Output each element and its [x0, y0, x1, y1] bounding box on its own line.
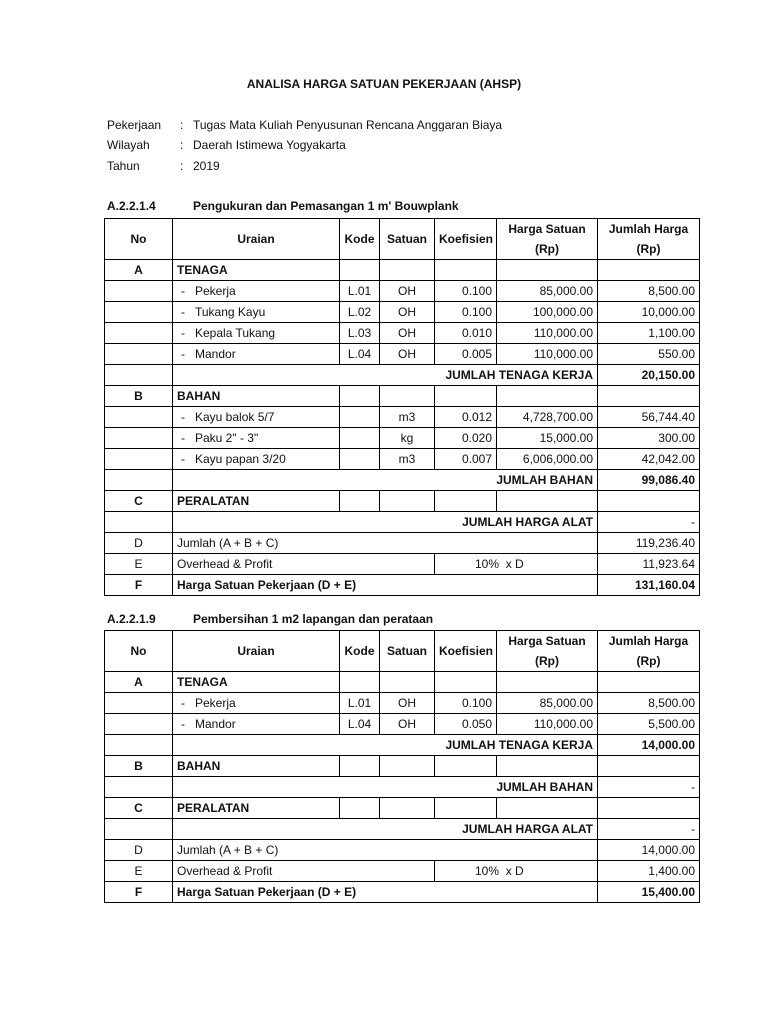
table-cell — [435, 756, 497, 777]
table-cell — [105, 407, 173, 428]
table-cell: Paku 2" - 3" — [195, 431, 259, 445]
table-cell: 0.020 — [435, 428, 497, 449]
meta-label: Pekerjaan — [107, 118, 162, 132]
table-cell: OH — [380, 693, 435, 714]
table-cell: JUMLAH HARGA ALAT — [173, 819, 598, 840]
table-row — [105, 449, 700, 470]
table-cell: TENAGA — [173, 672, 340, 693]
table-cell: 0.100 — [435, 693, 497, 714]
table-cell — [380, 672, 435, 693]
table-cell: 0.010 — [435, 323, 497, 344]
table-cell: C — [105, 491, 173, 512]
table-cell: OH — [380, 714, 435, 735]
table-cell: 100,000.00 — [497, 302, 598, 323]
table-cell — [435, 260, 497, 281]
table-cell: 11,923.64 — [598, 554, 700, 575]
table-cell: Mandor — [195, 717, 236, 731]
table-cell: L.02 — [340, 302, 380, 323]
table-cell: 1,400.00 — [598, 861, 700, 882]
page-title: ANALISA HARGA SATUAN PEKERJAAN (AHSP) — [246, 77, 522, 91]
table-cell — [497, 756, 598, 777]
table-cell — [380, 756, 435, 777]
table-cell: D — [105, 840, 173, 861]
section-name: Pengukuran dan Pemasangan 1 m' Bouwplank — [193, 199, 459, 213]
table-cell: Kayu balok 5/7 — [195, 410, 275, 424]
table-cell — [497, 798, 598, 819]
table-cell: Harga Satuan — [508, 634, 586, 648]
table-cell: 300.00 — [598, 428, 700, 449]
table-cell: 15,000.00 — [497, 428, 598, 449]
table-cell — [340, 672, 380, 693]
subtotal-row-alat — [105, 819, 700, 840]
group-row-peralatan — [105, 491, 700, 512]
table-cell — [105, 302, 173, 323]
table-cell: Jumlah Harga — [608, 222, 689, 236]
table-cell — [173, 428, 340, 449]
table-cell: 0.012 — [435, 407, 497, 428]
col-jumlah-harga — [598, 219, 700, 260]
table-cell: - — [181, 452, 185, 466]
table-cell: E — [105, 861, 173, 882]
table-cell: L.01 — [340, 281, 380, 302]
table-cell — [105, 470, 173, 491]
table-cell: Pekerja — [195, 696, 236, 710]
table-cell: - — [598, 777, 700, 798]
table-cell: 10,000.00 — [598, 302, 700, 323]
table-cell: Tukang Kayu — [195, 305, 266, 319]
meta-label: Wilayah — [107, 138, 150, 152]
table-cell: 85,000.00 — [497, 693, 598, 714]
table-cell: OH — [380, 281, 435, 302]
section-name: Pembersihan 1 m2 lapangan dan perataan — [193, 612, 434, 626]
table-cell: B — [105, 386, 173, 407]
table-cell: PERALATAN — [173, 798, 340, 819]
table-cell: - — [181, 305, 185, 319]
table-cell: 1,100.00 — [598, 323, 700, 344]
table-cell: 14,000.00 — [598, 840, 700, 861]
table-cell: OH — [380, 323, 435, 344]
total-row-d — [105, 533, 700, 554]
table-cell — [340, 449, 380, 470]
table-cell: A — [105, 260, 173, 281]
table-cell: (Rp) — [535, 242, 559, 256]
table-cell: Harga Satuan — [508, 222, 586, 236]
meta-sep: : — [180, 138, 184, 152]
table-cell: 6,006,000.00 — [497, 449, 598, 470]
meta-value: 2019 — [193, 159, 220, 173]
table-cell: OH — [380, 344, 435, 365]
table-cell: 42,042.00 — [598, 449, 700, 470]
group-row-peralatan — [105, 798, 700, 819]
col-kode: Kode — [340, 219, 380, 260]
col-koefisien: Koefisien — [435, 631, 497, 672]
table-cell — [173, 449, 340, 470]
table-cell: JUMLAH TENAGA KERJA — [173, 735, 598, 756]
table-cell: Overhead & Profit — [173, 861, 435, 882]
group-row-bahan — [105, 386, 700, 407]
table-cell — [435, 672, 497, 693]
table-cell — [173, 323, 340, 344]
table-cell: 15,400.00 — [598, 882, 700, 903]
total-row-f — [105, 882, 700, 903]
meta-value: Tugas Mata Kuliah Penyusunan Rencana Anggaran Biaya — [193, 118, 503, 132]
table-cell: x D — [505, 557, 524, 571]
col-harga-satuan — [497, 631, 598, 672]
table-cell: B — [105, 756, 173, 777]
table-cell: - — [181, 410, 185, 424]
table-cell — [340, 260, 380, 281]
table-cell: - — [181, 347, 185, 361]
table-cell — [435, 491, 497, 512]
table-cell — [340, 386, 380, 407]
table-cell — [105, 693, 173, 714]
table-cell: JUMLAH TENAGA KERJA — [173, 365, 598, 386]
table-cell — [340, 491, 380, 512]
table-cell: D — [105, 533, 173, 554]
table-cell: JUMLAH HARGA ALAT — [173, 512, 598, 533]
table-cell — [105, 714, 173, 735]
col-uraian: Uraian — [173, 631, 340, 672]
table-cell: 8,500.00 — [598, 693, 700, 714]
table-cell — [497, 672, 598, 693]
table-row — [105, 323, 700, 344]
table-cell: Harga Satuan Pekerjaan (D + E) — [173, 575, 598, 596]
table-cell — [380, 386, 435, 407]
table-cell: Harga Satuan Pekerjaan (D + E) — [173, 882, 598, 903]
table-cell: Jumlah Harga — [608, 634, 689, 648]
table-cell — [380, 798, 435, 819]
ahsp-table-2 — [104, 630, 700, 903]
table-cell: 110,000.00 — [497, 323, 598, 344]
table-cell: 99,086.40 — [598, 470, 700, 491]
table-cell — [340, 428, 380, 449]
table-cell — [380, 260, 435, 281]
table-cell: m3 — [380, 407, 435, 428]
table-header-row — [105, 219, 700, 260]
table-cell — [598, 756, 700, 777]
subtotal-row-bahan — [105, 777, 700, 798]
table-cell — [497, 491, 598, 512]
table-cell: F — [105, 575, 173, 596]
table-cell: E — [105, 554, 173, 575]
col-jumlah-harga — [598, 631, 700, 672]
col-harga-satuan — [497, 219, 598, 260]
table-cell: 56,744.40 — [598, 407, 700, 428]
table-cell — [105, 344, 173, 365]
table-row — [105, 407, 700, 428]
table-row — [105, 428, 700, 449]
table-cell: Mandor — [195, 347, 236, 361]
table-row — [105, 344, 700, 365]
table-header-row — [105, 631, 700, 672]
table-cell — [105, 428, 173, 449]
subtotal-row-tenaga — [105, 365, 700, 386]
table-cell: (Rp) — [636, 242, 661, 256]
table-cell: 0.050 — [435, 714, 497, 735]
table-cell: Pekerja — [195, 284, 236, 298]
table-cell — [173, 693, 340, 714]
table-cell — [173, 344, 340, 365]
table-row — [105, 281, 700, 302]
table-cell — [598, 491, 700, 512]
table-cell: Kayu papan 3/20 — [195, 452, 286, 466]
meta-value: Daerah Istimewa Yogyakarta — [193, 138, 346, 152]
table-cell: - — [181, 284, 185, 298]
table-cell — [105, 323, 173, 344]
table-cell: 85,000.00 — [497, 281, 598, 302]
table-cell: L.04 — [340, 344, 380, 365]
table-cell: 20,150.00 — [598, 365, 700, 386]
table-cell: L.03 — [340, 323, 380, 344]
table-cell: 131,160.04 — [598, 575, 700, 596]
table-cell: 0.005 — [435, 344, 497, 365]
table-cell: 10% — [475, 557, 500, 571]
table-cell — [105, 281, 173, 302]
group-row-tenaga — [105, 672, 700, 693]
table-cell: 550.00 — [598, 344, 700, 365]
subtotal-row-bahan — [105, 470, 700, 491]
table-cell: 8,500.00 — [598, 281, 700, 302]
table-cell: - — [181, 431, 185, 445]
table-cell: - — [181, 717, 185, 731]
table-cell — [435, 798, 497, 819]
table-cell — [105, 512, 173, 533]
table-cell: C — [105, 798, 173, 819]
meta-sep: : — [180, 118, 184, 132]
section-code: A.2.2.1.4 — [107, 199, 156, 213]
table-cell: 4,728,700.00 — [497, 407, 598, 428]
col-kode: Kode — [340, 631, 380, 672]
table-cell: Overhead & Profit — [173, 554, 435, 575]
table-row — [105, 693, 700, 714]
table-cell: 14,000.00 — [598, 735, 700, 756]
table-cell: - — [598, 512, 700, 533]
table-cell — [105, 777, 173, 798]
section-code: A.2.2.1.9 — [107, 612, 156, 626]
table-row — [105, 714, 700, 735]
table-cell: - — [181, 326, 185, 340]
ahsp-table-1 — [104, 218, 700, 596]
table-cell — [340, 798, 380, 819]
table-cell — [435, 554, 598, 575]
table-cell — [598, 672, 700, 693]
table-cell: Kepala Tukang — [195, 326, 276, 340]
table-cell: F — [105, 882, 173, 903]
table-cell: 119,236.40 — [598, 533, 700, 554]
subtotal-row-tenaga — [105, 735, 700, 756]
table-cell — [435, 386, 497, 407]
meta-sep: : — [180, 159, 184, 173]
group-row-tenaga — [105, 260, 700, 281]
col-satuan: Satuan — [380, 219, 435, 260]
table-cell: x D — [505, 864, 524, 878]
table-cell: 0.100 — [435, 302, 497, 323]
table-cell: (Rp) — [535, 654, 559, 668]
table-cell — [105, 819, 173, 840]
table-cell: 5,500.00 — [598, 714, 700, 735]
table-cell: L.04 — [340, 714, 380, 735]
table-cell: (Rp) — [636, 654, 661, 668]
table-cell — [173, 407, 340, 428]
table-cell: 0.100 — [435, 281, 497, 302]
table-cell: 110,000.00 — [497, 344, 598, 365]
table-cell: - — [181, 696, 185, 710]
table-cell: m3 — [380, 449, 435, 470]
total-row-e — [105, 554, 700, 575]
table-cell: 110,000.00 — [497, 714, 598, 735]
col-satuan: Satuan — [380, 631, 435, 672]
table-cell: JUMLAH BAHAN — [173, 777, 598, 798]
table-cell — [497, 386, 598, 407]
table-cell — [380, 491, 435, 512]
table-cell: Jumlah (A + B + C) — [173, 533, 598, 554]
col-no: No — [105, 219, 173, 260]
total-row-e — [105, 861, 700, 882]
table-cell: 0.007 — [435, 449, 497, 470]
table-cell: L.01 — [340, 693, 380, 714]
table-cell — [598, 798, 700, 819]
col-no: No — [105, 631, 173, 672]
table-cell: BAHAN — [173, 386, 340, 407]
table-cell — [340, 756, 380, 777]
table-cell — [497, 260, 598, 281]
table-cell: BAHAN — [173, 756, 340, 777]
table-cell — [173, 714, 340, 735]
table-cell: kg — [380, 428, 435, 449]
table-cell: 10% — [475, 864, 500, 878]
table-cell — [105, 449, 173, 470]
table-cell — [173, 302, 340, 323]
table-cell — [173, 281, 340, 302]
table-cell: Jumlah (A + B + C) — [173, 840, 598, 861]
group-row-bahan — [105, 756, 700, 777]
table-cell — [598, 260, 700, 281]
table-cell: - — [598, 819, 700, 840]
table-row — [105, 302, 700, 323]
total-row-d — [105, 840, 700, 861]
table-cell — [435, 861, 598, 882]
table-cell: PERALATAN — [173, 491, 340, 512]
table-cell — [105, 365, 173, 386]
table-cell: JUMLAH BAHAN — [173, 470, 598, 491]
table-cell — [105, 735, 173, 756]
table-cell — [340, 407, 380, 428]
meta-label: Tahun — [107, 159, 140, 173]
table-cell: A — [105, 672, 173, 693]
table-cell: TENAGA — [173, 260, 340, 281]
subtotal-row-alat — [105, 512, 700, 533]
table-cell — [598, 386, 700, 407]
col-koefisien: Koefisien — [435, 219, 497, 260]
col-uraian: Uraian — [173, 219, 340, 260]
table-cell: OH — [380, 302, 435, 323]
total-row-f — [105, 575, 700, 596]
